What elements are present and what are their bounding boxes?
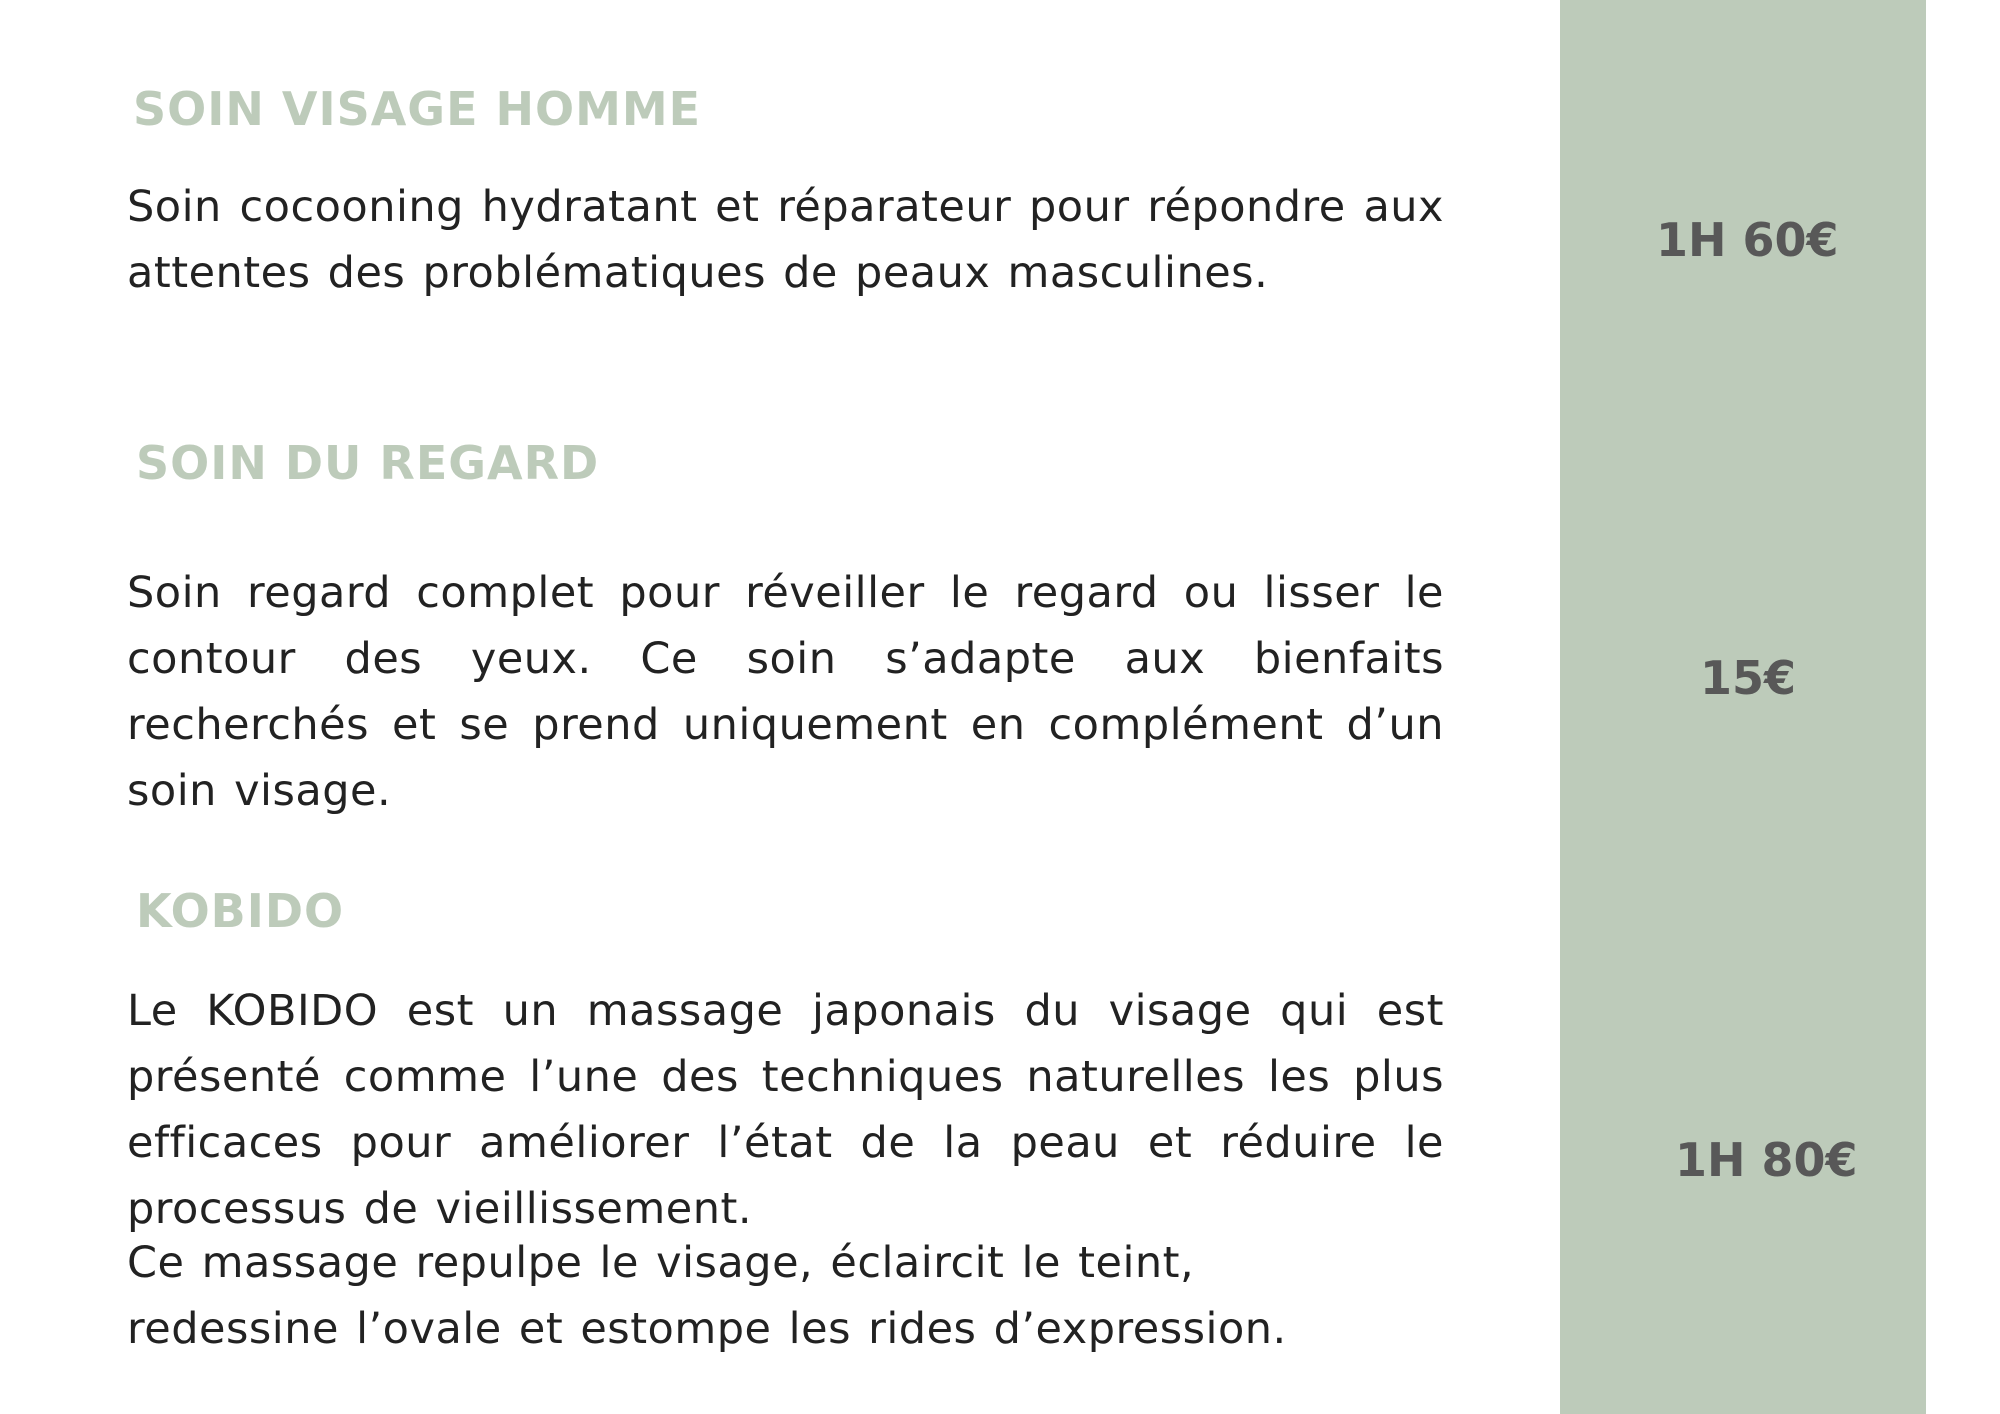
service-title-soin-du-regard: SOIN DU REGARD <box>136 436 600 490</box>
service-description-soin-visage-homme: Soin cocooning hydratant et réparateur pour répondre aux attentes des problématiques de peaux masculines. <box>127 182 1444 298</box>
service-price-soin-du-regard: 15€ <box>1700 651 1797 705</box>
service-description-kobido-extra-line-2: redessine l’ovale et estompe les rides d’expression. <box>127 1304 1287 1354</box>
service-title-soin-visage-homme: SOIN VISAGE HOMME <box>133 82 702 136</box>
service-description-kobido-extra-line-1: Ce massage repulpe le visage, éclaircit le teint, <box>127 1238 1195 1288</box>
service-description-kobido: Le KOBIDO est un massage japonais du visage qui est présenté comme l’une des techniques naturelles les plus efficaces pour améliorer l’état de la peau et réduire le processus de vieillissement. <box>127 986 1444 1234</box>
service-price-soin-visage-homme: 1H 60€ <box>1656 213 1839 267</box>
service-price-kobido: 1H 80€ <box>1675 1133 1858 1187</box>
service-title-kobido: KOBIDO <box>136 884 345 938</box>
service-description-soin-du-regard: Soin regard complet pour réveiller le regard ou lisser le contour des yeux. Ce soin s’adapte aux bienfaits recherchés et se prend uniquement en complément d’un soin visage. <box>127 568 1444 816</box>
